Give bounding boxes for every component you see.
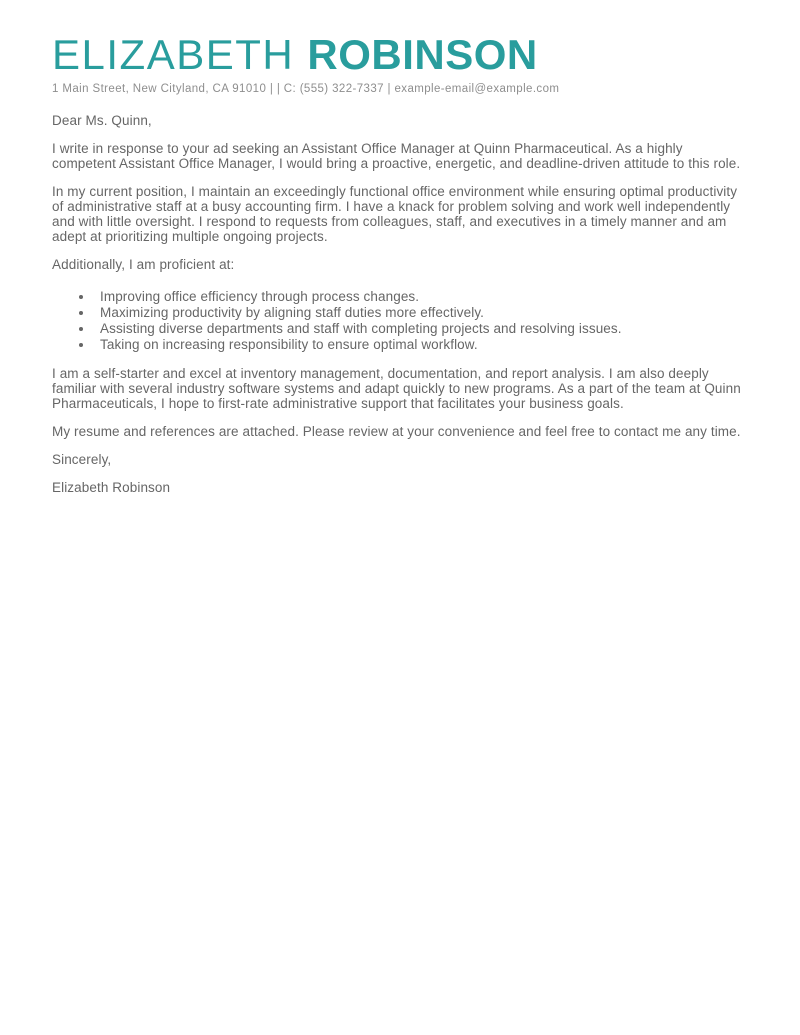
list-item: • Taking on increasing responsibility to ensure optimal workflow.: [94, 337, 742, 352]
signature-name: Elizabeth Robinson: [52, 480, 171, 495]
paragraph-opening: I write in response to your ad seeking an Assistant Office Manager at Quinn Pharmaceutical. As a highly competent Assistant Office Manager, I would bring a proactive, energetic, and deadline-driven attitude to this role.: [52, 141, 741, 171]
list-item: • Improving office efficiency through process changes.: [94, 289, 742, 304]
last-name: ROBINSON: [307, 31, 538, 78]
salutation: Dear Ms. Quinn,: [52, 113, 152, 128]
paragraph-self-starter: I am a self-starter and excel at inventory management, documentation, and report analysis. I am also deeply familiar with several industry software systems and adapt quickly to new programs. As a part of the team at Quinn Pharmaceuticals, I hope to first-rate administrative support that facilitates your business goals.: [52, 366, 741, 411]
page-title: [52, 31, 742, 78]
letter-header: [52, 31, 742, 96]
first-name: ELIZABETH: [52, 31, 295, 78]
list-item: • Maximizing productivity by aligning staff duties more effectively.: [94, 305, 742, 320]
letter-body: [52, 113, 742, 495]
closing: Sincerely,: [52, 452, 112, 467]
proficiency-list: [52, 289, 742, 352]
list-item: • Assisting diverse departments and staff with completing projects and resolving issues.: [94, 321, 742, 336]
paragraph-resume-attached: My resume and references are attached. Please review at your convenience and feel free to contact me any time.: [52, 424, 741, 439]
contact-line: 1 Main Street, New Cityland, CA 91010 | | C: (555) 322-7337 | example-email@example.com: [52, 83, 560, 95]
paragraph-bullets-intro: Additionally, I am proficient at:: [52, 257, 235, 272]
paragraph-current-position: In my current position, I maintain an exceedingly functional office environment while ensuring optimal productivity of administrative staff at a busy accounting firm. I have a knack for problem solving and work well independently and with little oversight. I respond to requests from colleagues, staff, and executives in a timely manner and am adept at prioritizing multiple ongoing projects.: [52, 184, 738, 244]
